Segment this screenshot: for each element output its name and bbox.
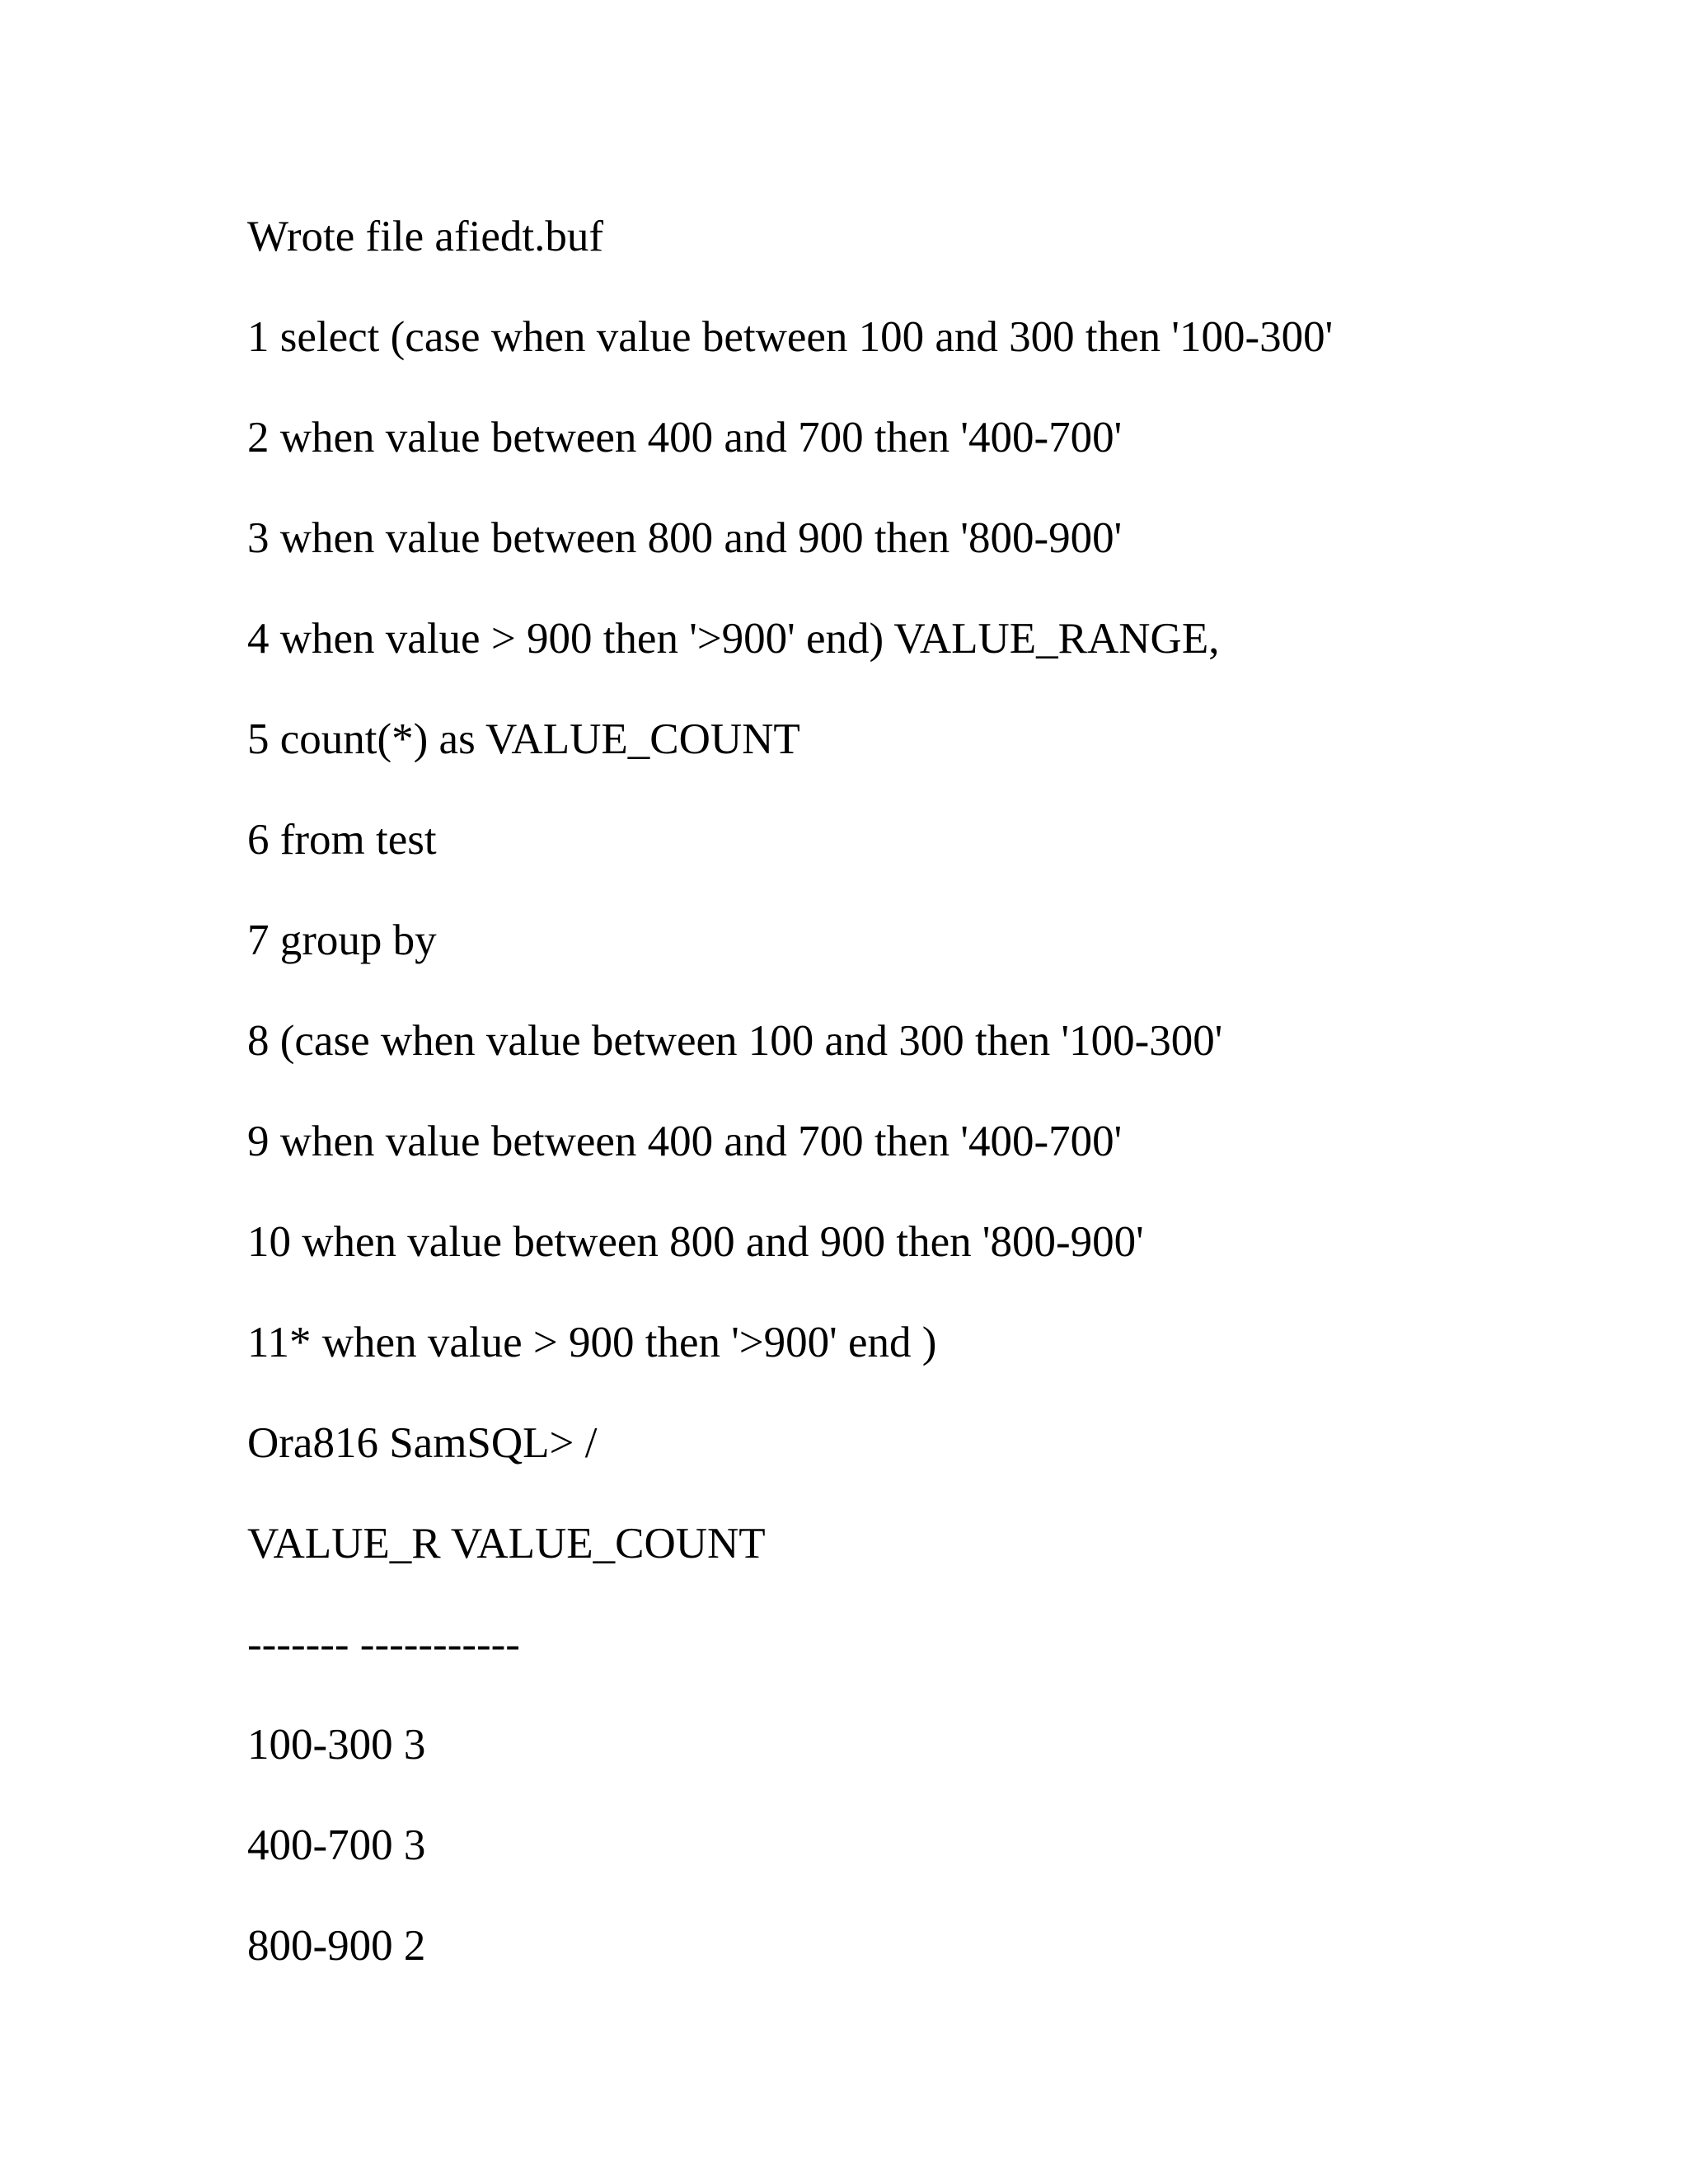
sql-line-10: 10 when value between 800 and 900 then '800-900' xyxy=(247,1218,1144,1266)
result-row: 800-900 2 xyxy=(247,1922,426,1970)
sql-line-6: 6 from test xyxy=(247,816,437,864)
sql-prompt: Ora816 SamSQL> / xyxy=(247,1419,598,1467)
result-header: VALUE_R VALUE_COUNT xyxy=(247,1520,766,1568)
sql-line-8: 8 (case when value between 100 and 300 then '100-300' xyxy=(247,1017,1223,1065)
result-separator: ------- ----------- xyxy=(247,1620,520,1668)
sql-line-4: 4 when value > 900 then '>900' end) VALUE_RANGE, xyxy=(247,615,1220,663)
sql-line-11: 11* when value > 900 then '>900' end ) xyxy=(247,1319,937,1366)
sql-line-9: 9 when value between 400 and 700 then '400-700' xyxy=(247,1118,1123,1165)
result-row: 400-700 3 xyxy=(247,1821,426,1869)
sql-line-5: 5 count(*) as VALUE_COUNT xyxy=(247,715,800,763)
output-line-wrote-file: Wrote file afiedt.buf xyxy=(247,213,603,260)
sql-line-1: 1 select (case when value between 100 and 300 then '100-300' xyxy=(247,313,1334,361)
sql-line-2: 2 when value between 400 and 700 then '400-700' xyxy=(247,414,1123,462)
sql-line-7: 7 group by xyxy=(247,916,437,964)
sql-line-3: 3 when value between 800 and 900 then '800-900' xyxy=(247,514,1123,562)
document-body xyxy=(247,186,1607,1996)
result-row: 100-300 3 xyxy=(247,1721,426,1769)
